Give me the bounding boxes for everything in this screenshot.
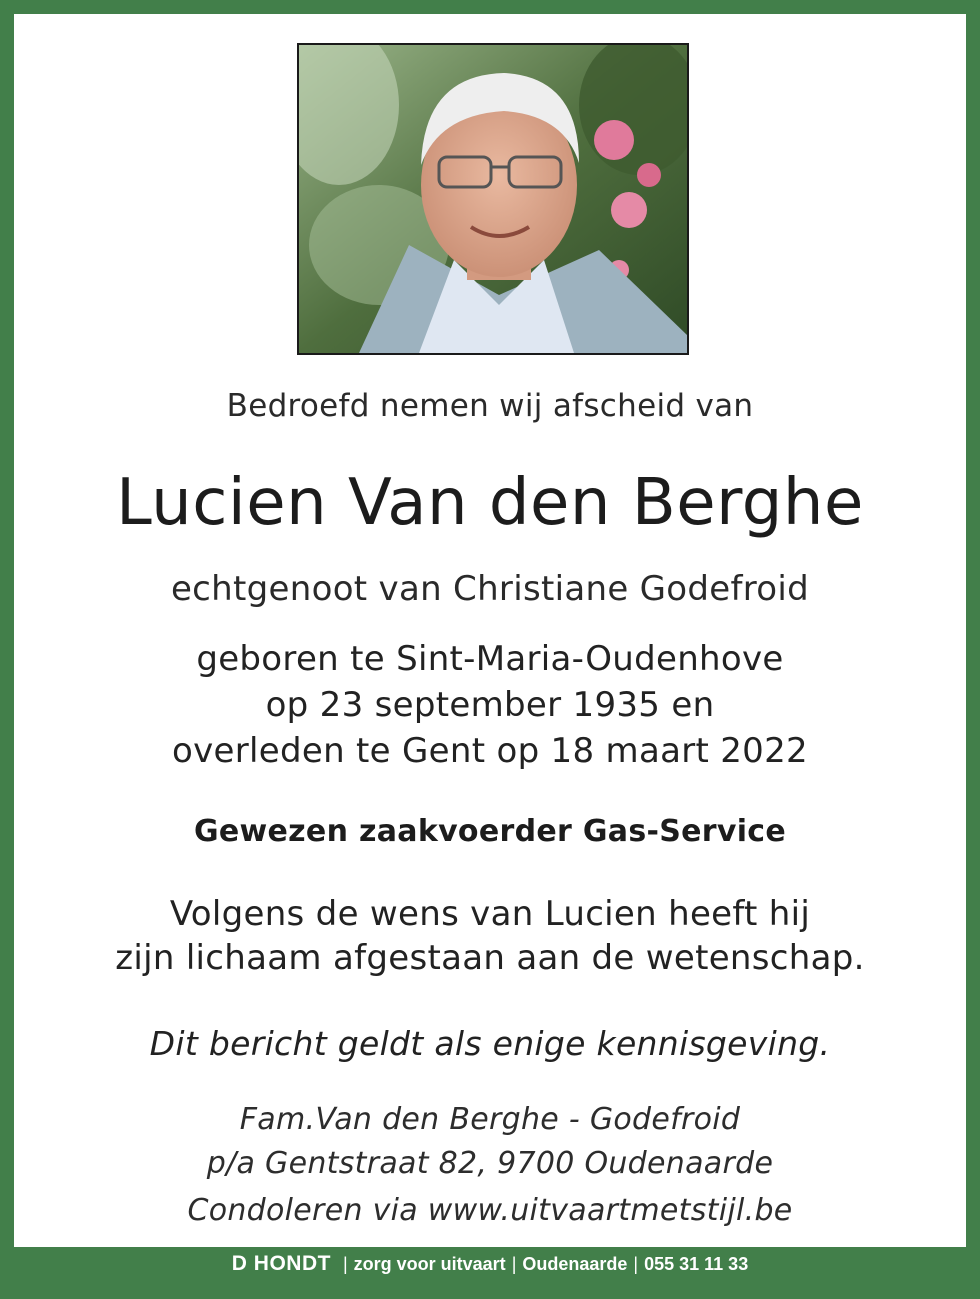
birth-line-1: geboren te Sint-Maria-Oudenhove xyxy=(196,639,784,679)
intro-text: Bedroefd nemen wij afscheid van xyxy=(226,388,754,424)
occupation-text: Gewezen zaakvoerder Gas-Service xyxy=(193,814,787,849)
funeral-home-footer xyxy=(0,1250,980,1278)
family-address: p/a Gentstraat 82, 9700 Oudenaarde xyxy=(206,1146,774,1181)
deceased-name: Lucien Van den Berghe xyxy=(116,466,864,540)
portrait-photo xyxy=(297,43,689,355)
footer-city: Oudenaarde xyxy=(522,1253,628,1274)
notice-text: Dit bericht geldt als enige kennisgeving. xyxy=(149,1024,831,1063)
separator: | xyxy=(511,1253,517,1274)
wish-line-2: zijn lichaam afgestaan aan de wetenschap. xyxy=(115,938,865,978)
spouse-text: echtgenoot van Christiane Godefroid xyxy=(170,569,810,609)
footer-tagline: zorg voor uitvaart xyxy=(353,1253,506,1274)
wish-line-1: Volgens de wens van Lucien heeft hij xyxy=(169,894,811,934)
separator: | xyxy=(342,1253,348,1274)
footer-phone[interactable]: 055 31 11 33 xyxy=(644,1253,749,1274)
obituary-card xyxy=(14,14,966,1247)
death-line: overleden te Gent op 18 maart 2022 xyxy=(172,731,808,771)
condolence-link[interactable]: Condoleren via www.uitvaartmetstijl.be xyxy=(187,1193,793,1228)
birth-line-2: op 23 september 1935 en xyxy=(265,685,715,725)
funeral-home-logo: D HONDT xyxy=(231,1252,331,1275)
separator: | xyxy=(633,1253,639,1274)
family-name: Fam.Van den Berghe - Godefroid xyxy=(239,1102,741,1137)
